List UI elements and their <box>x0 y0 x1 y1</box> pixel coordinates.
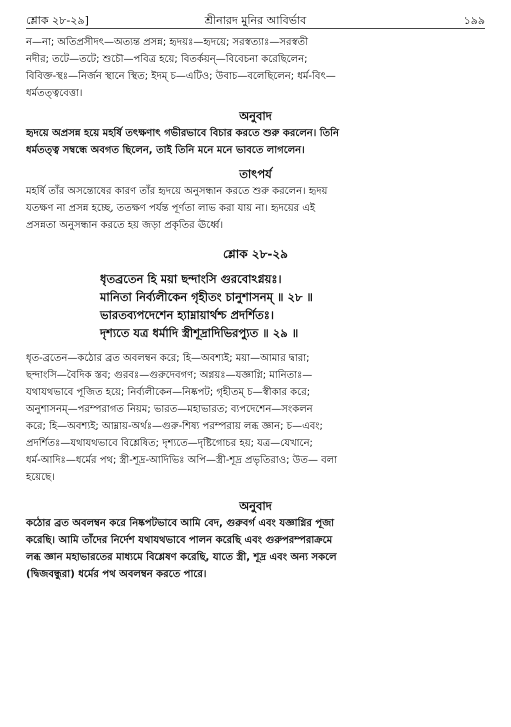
synonyms-line: অনুশাসনম্—পরম্পরাগত নিয়ম; ভারত—মহাভারত; ব্যপদেশেন—সংকলন <box>26 404 313 415</box>
synonyms-line: প্রদর্শিতঃ—যথাযথভাবে বিশ্লেষিত; দৃশ্যতে—দৃষ্টিগোচর হয়; যত্র—যেখানে; <box>26 438 313 449</box>
page-header <box>26 10 485 28</box>
synonyms-line: ধৃত-ব্রতেন—কঠোর ব্রত অবলম্বন করে; হি—অবশ্যই; ময়া—আমার দ্বারা; <box>26 353 310 364</box>
synonyms-line: বিবিক্ত-স্থঃ—নির্জন স্থানে স্থিত; ইদম্ চ—এটিও; উবাচ—বলেছিলেন; ধর্ম-বিৎ— <box>26 71 336 82</box>
translation-heading: অনুবাদ <box>239 499 272 513</box>
translation-section-1 <box>26 108 485 159</box>
synonyms-line: যথাযথভাবে পূজিত হয়ে; নির্ব্যলীকেন—নিষ্কপট; গৃহীতম্ চ—স্বীকার করে; <box>26 387 311 398</box>
synonyms-line: ধর্ম-আদিঃ—ধর্মের পথ; স্ত্রী-শূদ্র-আদিভিঃ অপি—স্ত্রী-শূদ্র প্রভৃতিরাও; উত— বলা <box>26 455 338 466</box>
synonyms-line: ছন্দাংসি—বৈদিক স্তব; গুরবঃ—গুরুদেবগণ; অগ্নয়ঃ—যজ্ঞাগ্নি; মানিতাঃ— <box>26 370 313 381</box>
translation-line: হৃদয়ে অপ্রসন্ন হয়ে মহর্ষি তৎক্ষণাৎ গভীরভাবে বিচার করতে শুরু করলেন। তিনি <box>26 128 340 139</box>
translation-line: (দ্বিজবন্ধুরা) ধর্মের পথ অবলম্বন করতে পারে। <box>26 569 207 580</box>
synonyms-line: ন—না; অতিপ্রসীদৎ—অত্যন্ত প্রসন্ন; হৃদয়ঃ—হৃদয়ে; সরস্বত্যাঃ—সরস্বতী <box>26 37 308 48</box>
translation-line: ধর্মতত্ত্ব সম্বন্ধে অবগত ছিলেন, তাই তিনি মনে মনে ভাবতে লাগলেন। <box>26 145 305 156</box>
translation-line: কঠোর ব্রত অবলম্বন করে নিষ্কপটভাবে আমি বেদ, গুরুবর্গ এবং যজ্ঞাগ্নির পূজা <box>26 518 335 529</box>
synonyms-line: ধর্মতত্ত্ববেত্তা। <box>26 88 83 99</box>
purport-line: মহর্ষি তাঁর অসন্তোষের কারণ তাঁর হৃদয়ে অনুসন্ধান করতে শুরু করলেন। হৃদয় <box>26 186 328 197</box>
translation-heading: অনুবাদ <box>239 109 272 123</box>
purport-line: যতক্ষণ না প্রসন্ন হচ্ছে, ততক্ষণ পর্যন্ত পূর্ণতা লাভ করা যায় না। হৃদয়ের এই <box>26 203 316 214</box>
sanskrit-verse <box>100 270 481 342</box>
synonyms-section-2 <box>26 350 485 486</box>
translation-line: লব্ধ জ্ঞান মহাভারতের মাধ্যমে বিশ্লেষণ করেছি, যাতে স্ত্রী, শূদ্র এবং অন্য সকলে <box>26 552 337 563</box>
verse-line: মানিতা নির্ব্যলীকেন গৃহীতং চানুশাসনম্ ॥ ২৮ ॥ <box>100 290 313 304</box>
chapter-title: শ্রীনারদ মুনির আবির্ভাব <box>204 14 307 27</box>
verse-line: দৃশ্যতে যত্র ধর্মাদি স্ত্রীশূদ্রাদিভিরপ্যুত ॥ ২৯ ॥ <box>100 326 299 340</box>
verse-heading-block <box>26 246 485 263</box>
verse-line: ধৃতব্রতেন হি ময়া ছন্দাংসি গুরবোঽগ্নয়ঃ। <box>100 272 282 286</box>
synonyms-line: নদীর; তটে—তটে; শুচৌ—পবিত্র হয়ে; বিতর্কয়ন্—বিবেচনা করেছিলেন; <box>26 54 308 65</box>
purport-section <box>26 166 485 234</box>
verse-line: ভারতব্যপদেশেন হ্যাম্নায়ার্থশ্চ প্রদর্শিতঃ। <box>100 308 275 322</box>
purport-heading: তাৎপর্য <box>239 167 272 181</box>
verse-range-label: শ্লোক ২৮-২৯] <box>26 14 89 27</box>
purport-line: প্রসন্নতা অনুসন্ধান করতে হয় জড়া প্রকৃতির ঊর্ধ্বে। <box>26 220 224 231</box>
page-number: ১৯৯ <box>463 14 485 27</box>
translation-section-2 <box>26 498 485 583</box>
synonyms-section-1 <box>26 34 485 102</box>
verse-heading: শ্লোক ২৮-২৯ <box>223 247 288 261</box>
translation-line: করেছি। আমি তাঁদের নির্দেশ যথাযথভাবে পালন করেছি এবং গুরুপরম্পরাক্রমে <box>26 535 333 546</box>
synonyms-line: করে; হি—অবশ্যই; আম্নায়-অর্থঃ—গুরু-শিষ্য পরম্পরায় লব্ধ জ্ঞান; চ—এবং; <box>26 421 323 432</box>
header-rule <box>26 28 485 29</box>
synonyms-line: হয়েছে। <box>26 472 55 483</box>
